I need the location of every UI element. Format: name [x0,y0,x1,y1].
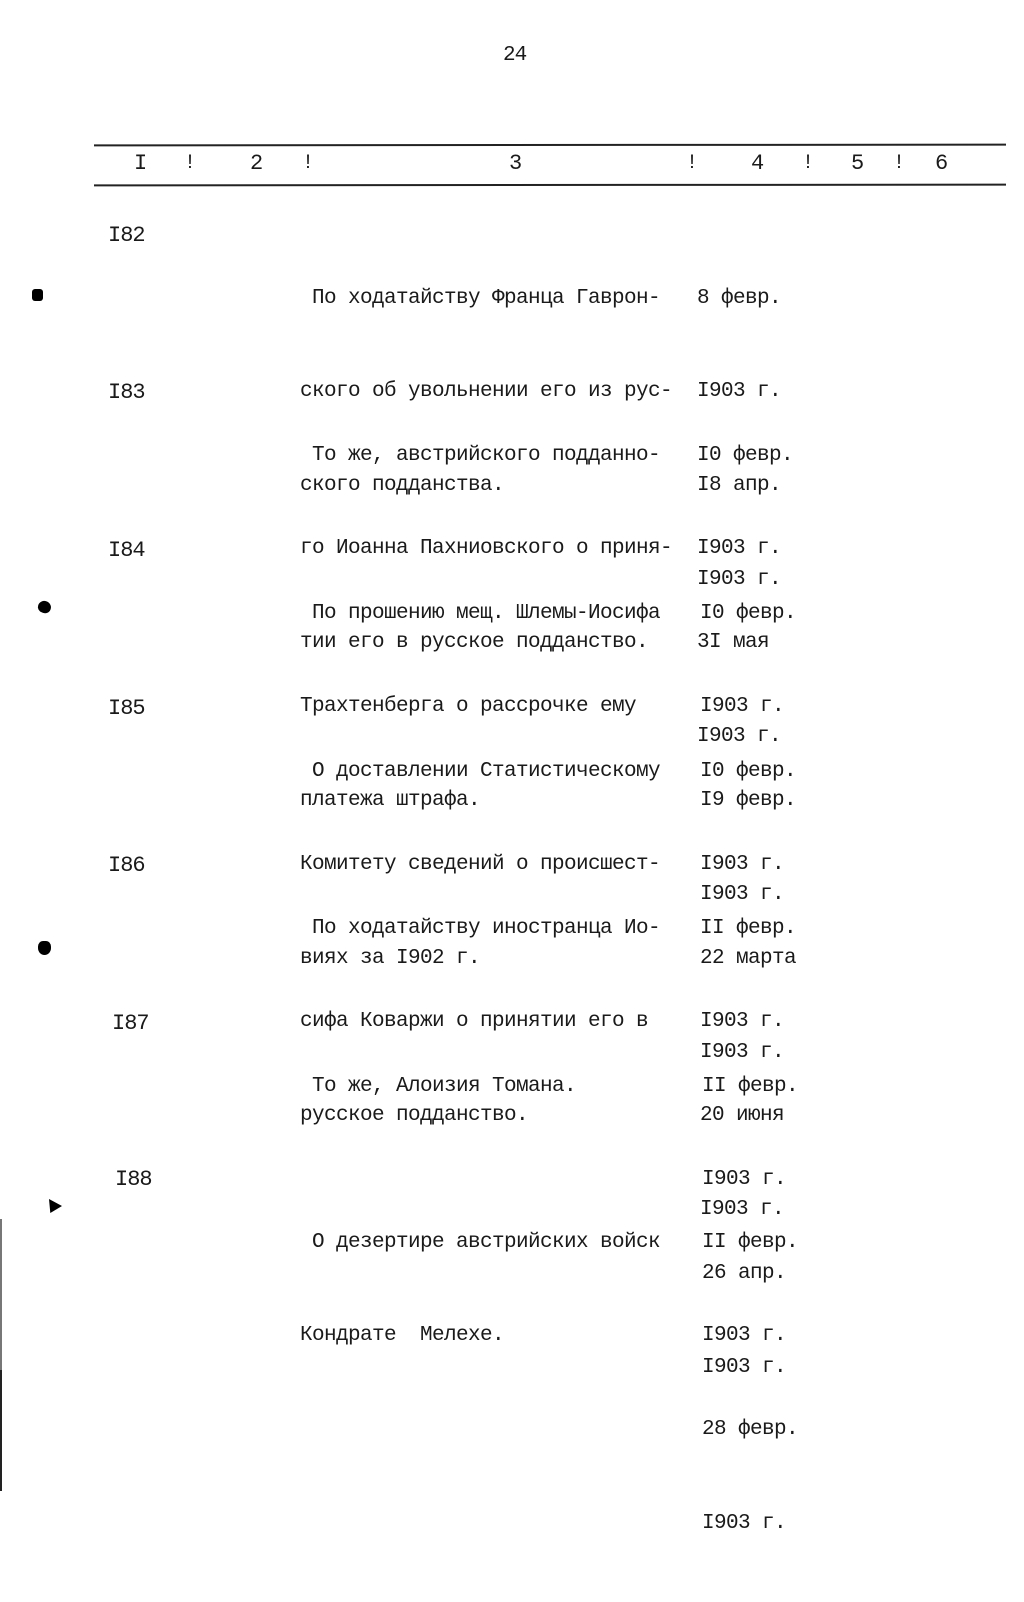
entry-number: I84 [108,538,145,563]
description-line: тии его в русское подданство. [300,631,649,655]
end-date: 20 июня [700,1104,785,1128]
start-date: 8 февр. [697,286,782,310]
end-year: I903 г. [700,883,785,907]
entry-description [300,1008,700,1164]
description-line: Кондрате Мелехе. [300,1324,505,1348]
entry-number: I85 [108,696,145,721]
start-year: I903 г. [697,380,782,404]
entry-description [300,1164,700,1414]
end-year: I903 г. [697,568,782,592]
start-year: I903 г. [702,1168,787,1192]
page-number: 24 [503,44,527,67]
description-line: платежа штрафа. [300,789,481,813]
description-line: То же, Алоизия Томана. [300,1074,577,1098]
punch-hole-mark [32,289,43,301]
end-date: I9 февр. [700,789,797,813]
start-date: I0 февр. [700,759,797,783]
column-separator: ! [802,152,815,175]
description-line: По ходатайству иностранца Ио- [300,916,661,940]
description-line: ского об увольнении его из рус- [300,380,673,404]
description-line: Трахтенберга о рассрочке ему [300,695,637,719]
end-date: 3I мая [697,631,770,655]
column-header-4: 4 [751,151,765,176]
end-date: 28 февр. [702,1418,799,1442]
column-header-6: 6 [935,151,949,176]
scan-edge-line [0,1370,2,1491]
description-line: О дезертире австрийских войск [300,1230,661,1254]
entry-dates [702,1164,798,1602]
column-separator: ! [893,152,906,175]
table-row [0,1164,1024,1536]
entry-number: I86 [108,853,145,878]
start-date: II февр. [700,916,797,940]
entry-number: I87 [112,1011,149,1036]
description-line: По ходатайству Франца Гаврон- [300,286,661,310]
column-header-1: I [134,151,148,176]
start-date: I0 февр. [697,443,794,467]
description-line: сифа Коваржи о принятии его в [300,1010,649,1034]
column-header-3: 3 [509,151,523,176]
start-year: I903 г. [702,1324,787,1348]
start-date: I0 февр. [700,601,797,625]
end-date: 22 марта [700,947,797,971]
start-year: I903 г. [700,853,785,877]
description-line: Комитету сведений о происшест- [300,853,661,877]
entry-number: I83 [108,380,145,405]
start-date: II февр. [702,1074,799,1098]
entry-number: I82 [108,223,145,248]
description-line: го Иоанна Пахниовского о приня- [300,537,673,561]
column-header-2: 2 [250,151,264,176]
end-year: I903 г. [700,1198,785,1222]
end-year: I903 г. [697,725,782,749]
column-separator: ! [184,152,197,175]
description-line: О доставлении Статистическому [300,759,661,783]
start-year: I903 г. [700,695,785,719]
punch-hole-mark [38,941,51,955]
description-line: виях за I902 г. [300,947,481,971]
description-line: То же, австрийского подданно- [300,443,661,467]
header-bottom-rule [94,184,1006,187]
start-date: II февр. [702,1230,799,1254]
description-line: ского подданства. [300,474,505,498]
start-year: I903 г. [700,1010,785,1034]
column-separator: ! [302,152,315,175]
start-year: I903 г. [697,537,782,561]
column-header-5: 5 [851,151,865,176]
end-year: I903 г. [700,1041,785,1065]
description-line: По прошению мещ. Шлемы-Иосифа [300,601,661,625]
header-top-rule [94,144,1006,147]
column-separator: ! [686,152,699,175]
end-date: I8 апр. [697,474,782,498]
end-year: I903 г. [702,1356,787,1380]
end-year: I903 г. [702,1512,787,1536]
description-line: русское подданство. [300,1104,529,1128]
end-date: 26 апр. [702,1262,787,1286]
entry-number: I88 [115,1167,152,1192]
